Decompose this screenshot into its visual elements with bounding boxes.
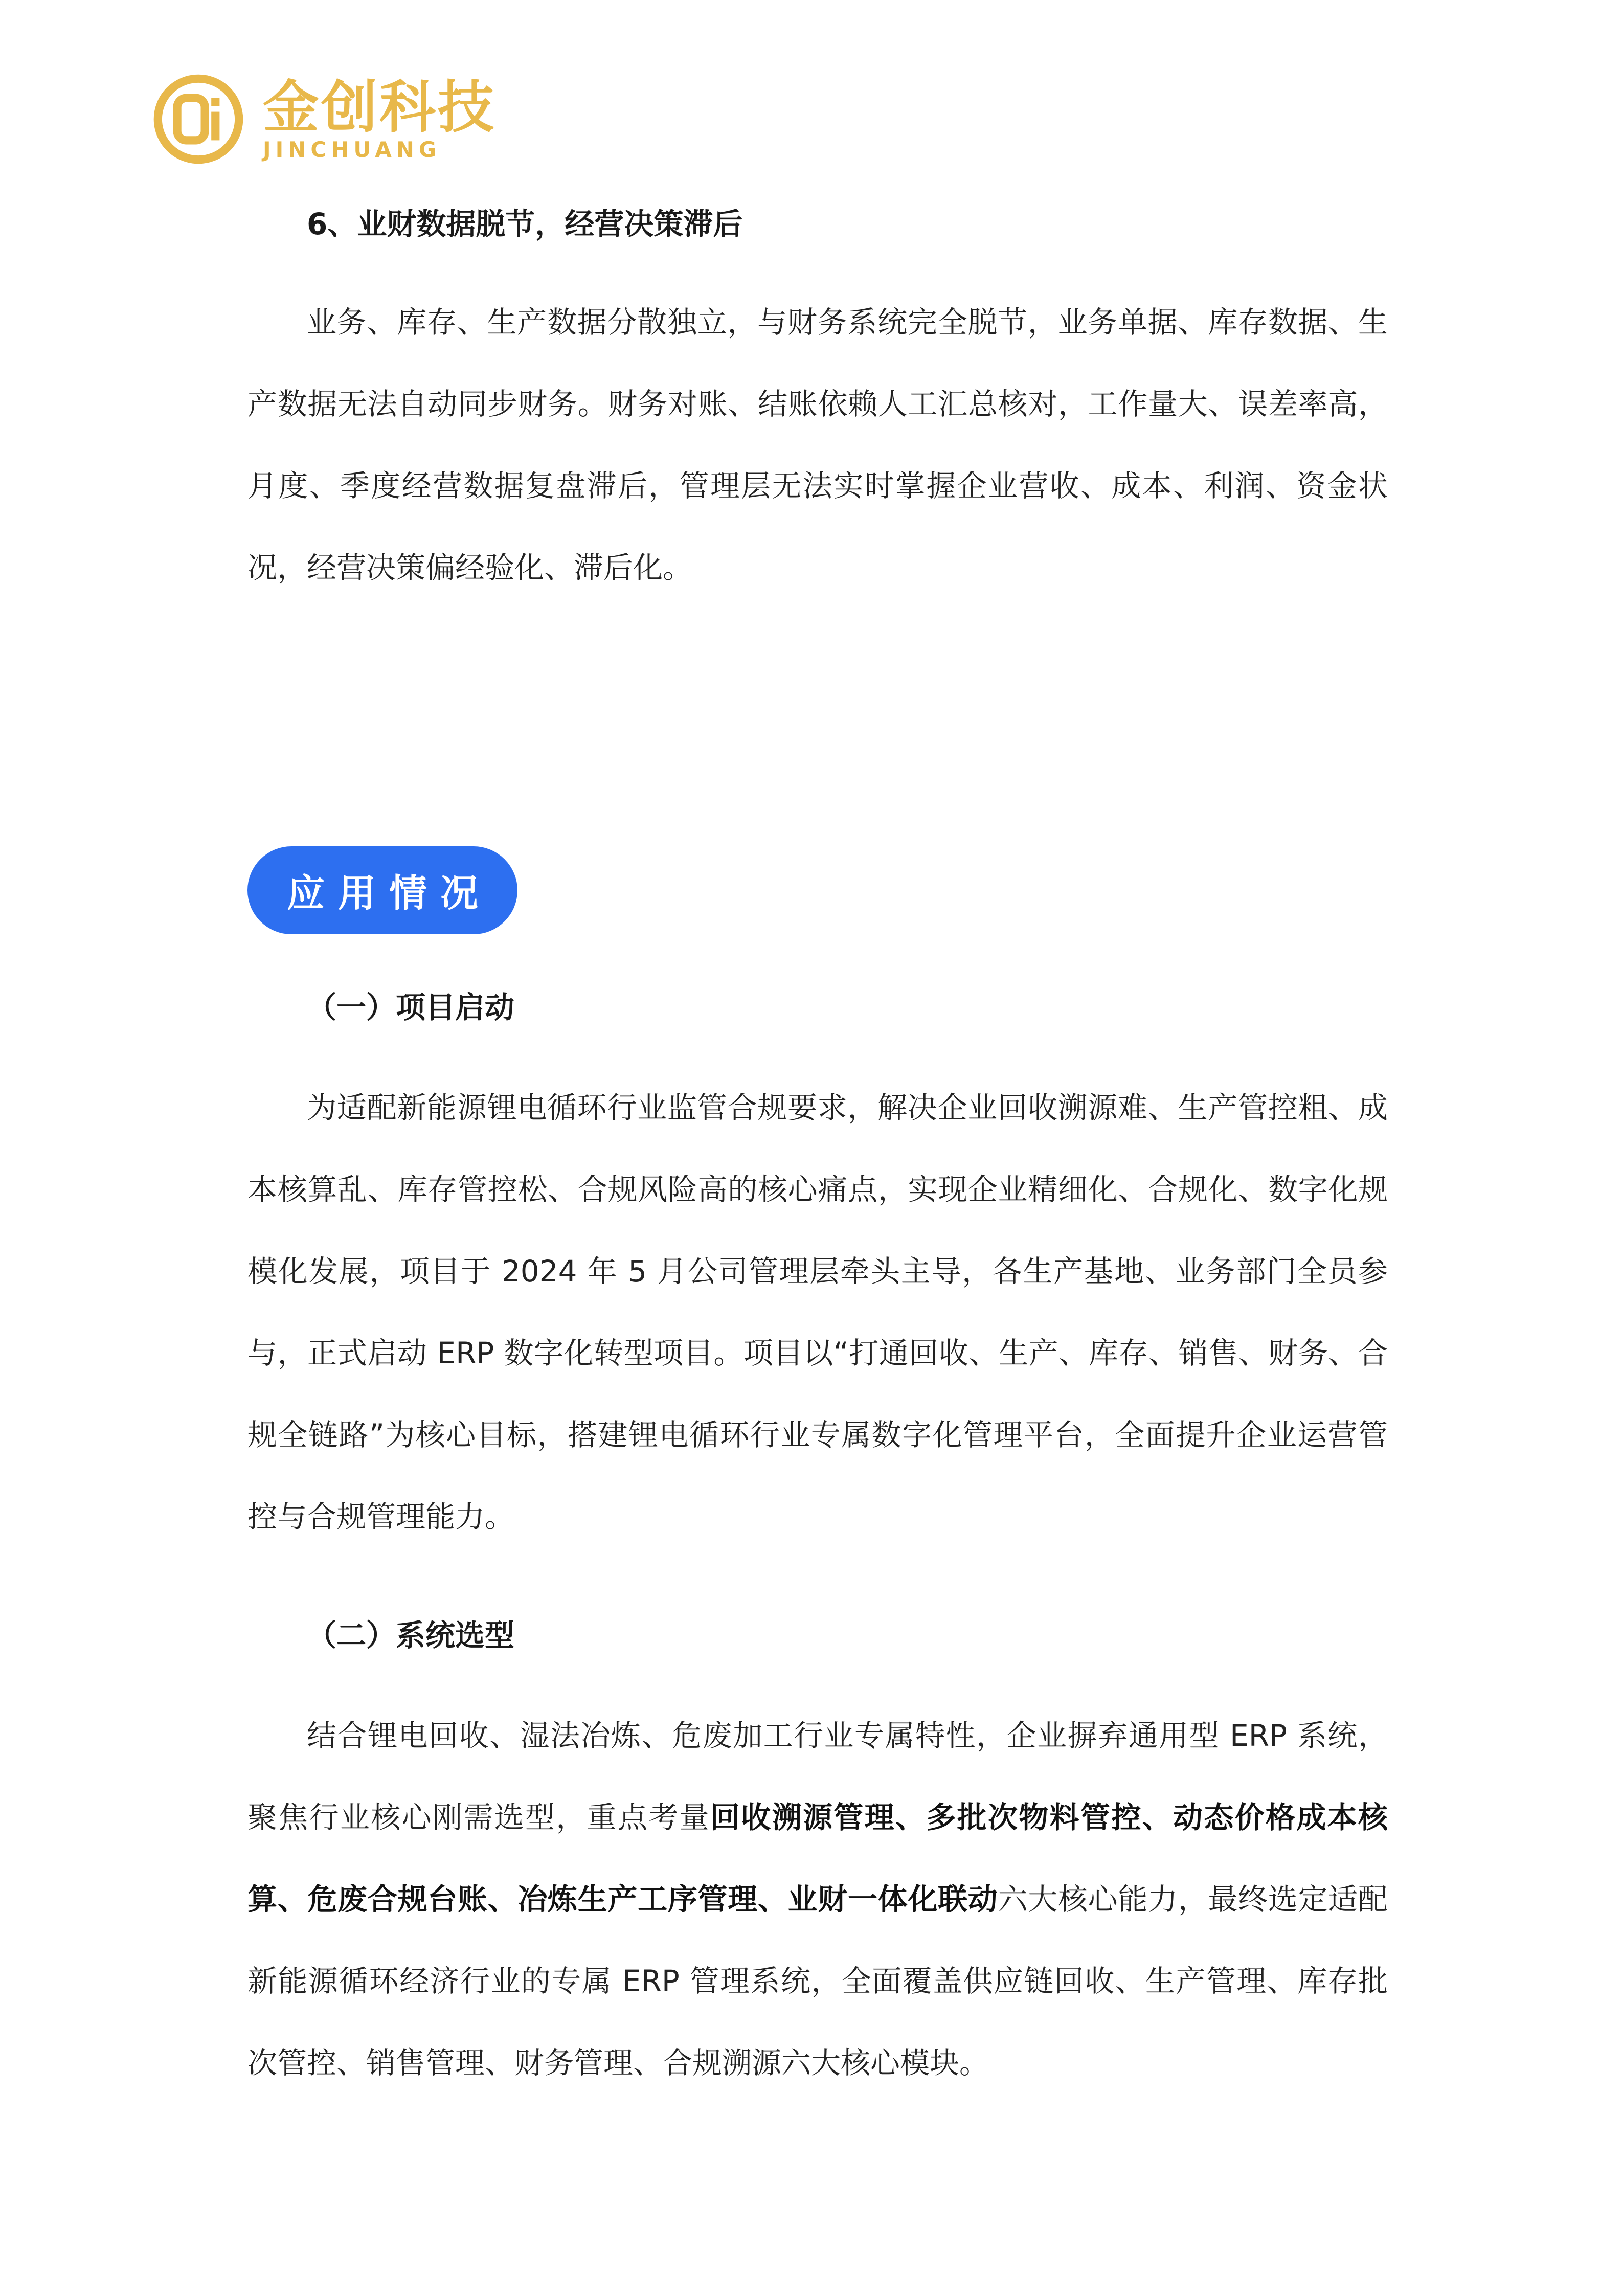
- selection-text-intro: 结合锂电回收、湿法冶炼、危废加工行业专属特性，企业摒弃通用型 ERP 系统，聚焦行业核心刚需选型，重点考量: [247, 1718, 1388, 1835]
- brand-name-en: JINCHUANG: [263, 137, 441, 162]
- system-selection-heading: （二）系统选型: [307, 1618, 515, 1653]
- brand-logo: [152, 73, 496, 165]
- system-selection-paragraph: [247, 1695, 1388, 2104]
- project-launch-paragraph: 为适配新能源锂电循环行业监管合规要求，解决企业回收溯源难、生产管控粗、成本核算乱、库存管控松、合规风险高的核心痛点，实现企业精细化、合规化、数字化规模化发展，项目于 2024 年 5 月公司管理层牵头主导，各生产基地、业务部门全员参与，正式启动 ERP 数字化转型项目。项目以“打通回收、生产、库存、销售、财务、合规全链路”为核心目标，搭建锂电循环行业专属数字化管理平台，全面提升企业运营管控与合规管理能力。: [247, 1090, 1388, 1534]
- section-6-paragraph: 业务、库存、生产数据分散独立，与财务系统完全脱节，业务单据、库存数据、生产数据无法自动同步财务。财务对账、结账依赖人工汇总核对，工作量大、误差率高，月度、季度经营数据复盘滞后，管理层无法实时掌握企业营收、成本、利润、资金状况，经营决策偏经验化、滞后化。: [247, 305, 1388, 585]
- project-launch-heading: （一）项目启动: [307, 990, 515, 1025]
- section-6-heading: 6、业财数据脱节，经营决策滞后: [307, 207, 743, 241]
- selection-text-conclusion: 六大核心能力，最终选定适配新能源循环经济行业的专属 ERP 管理系统，全面覆盖供应链回收、生产管理、库存批次管控、销售管理、财务管理、合规溯源六大核心模块。: [247, 1882, 1388, 2080]
- brand-name-cn: 金创科技: [263, 75, 496, 140]
- jinchuang-logo-icon: [152, 73, 244, 165]
- selection-key-capabilities: 回收溯源管理、多批次物料管控、动态价格成本核算、危废合规台账、冶炼生产工序管理、业财一体化联动: [247, 1800, 1388, 1917]
- application-section-badge: 应用情况: [247, 846, 517, 934]
- brand-wordmark: [263, 77, 496, 162]
